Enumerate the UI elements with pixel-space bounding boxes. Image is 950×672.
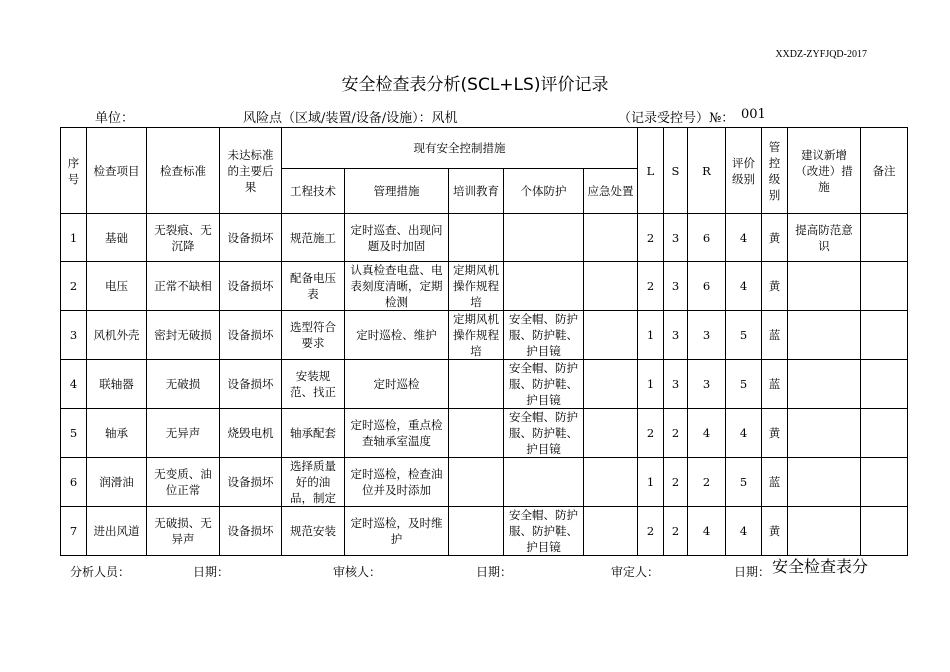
header-seq: 序号	[61, 128, 87, 214]
cell-r: 4	[688, 507, 726, 556]
cell-remark	[861, 409, 908, 458]
cell-seq: 1	[61, 214, 87, 262]
cell-item: 风机外壳	[87, 311, 147, 360]
cell-control: 黄	[762, 409, 788, 458]
cell-item: 基础	[87, 214, 147, 262]
cell-emergency	[584, 214, 638, 262]
cell-suggest	[788, 360, 861, 409]
cell-seq: 3	[61, 311, 87, 360]
cell-control: 蓝	[762, 311, 788, 360]
cell-training	[449, 507, 504, 556]
cell-ppe	[504, 262, 584, 311]
header-remark: 备注	[861, 128, 908, 214]
cell-control: 蓝	[762, 360, 788, 409]
document-code: XXDZ-ZYFJQD-2017	[775, 49, 867, 60]
unit-label: 单位：	[95, 111, 135, 126]
cell-engineering: 选型符合要求	[282, 311, 345, 360]
cell-consequence: 设备损坏	[220, 458, 282, 507]
approver-date-label: 日期：	[734, 565, 771, 579]
cell-consequence: 烧毁电机	[220, 409, 282, 458]
cell-emergency	[584, 360, 638, 409]
cell-l: 1	[638, 360, 664, 409]
cell-item: 联轴器	[87, 360, 147, 409]
cell-standard: 无变质、油位正常	[147, 458, 220, 507]
cell-standard: 密封无破损	[147, 311, 220, 360]
table-row	[61, 360, 908, 409]
cell-management: 认真检查电盘、电表刻度清晰，定期检测	[345, 262, 449, 311]
table-row	[61, 458, 908, 507]
cell-control: 黄	[762, 262, 788, 311]
table-row	[61, 409, 908, 458]
cell-engineering: 选择质量好的油品，制定	[282, 458, 345, 507]
cell-suggest: 提高防范意识	[788, 214, 861, 262]
cell-training	[449, 458, 504, 507]
header-controls-group: 现有安全控制措施	[282, 128, 638, 169]
cell-r: 4	[688, 409, 726, 458]
cell-l: 2	[638, 262, 664, 311]
cell-management: 定时巡检	[345, 360, 449, 409]
cell-level: 5	[726, 458, 762, 507]
reviewer-date-label: 日期：	[476, 565, 513, 579]
cell-level: 4	[726, 214, 762, 262]
header-evaluation-level: 评价级别	[726, 128, 762, 214]
cell-ppe: 安全帽、防护服、防护鞋、护目镜	[504, 409, 584, 458]
cell-seq: 2	[61, 262, 87, 311]
cell-suggest	[788, 458, 861, 507]
cell-standard: 无破损、无异声	[147, 507, 220, 556]
cell-standard: 正常不缺相	[147, 262, 220, 311]
cell-s: 2	[664, 458, 688, 507]
cell-consequence: 设备损坏	[220, 360, 282, 409]
record-number-label: （记录受控号）№：	[618, 111, 735, 126]
cell-r: 3	[688, 311, 726, 360]
header-consequence: 未达标准的主要后果	[220, 128, 282, 214]
header-training: 培训教育	[449, 169, 504, 214]
header-s: S	[664, 128, 688, 214]
cell-r: 6	[688, 262, 726, 311]
cell-r: 3	[688, 360, 726, 409]
cell-l: 2	[638, 409, 664, 458]
cell-consequence: 设备损坏	[220, 214, 282, 262]
cell-remark	[861, 360, 908, 409]
cell-consequence: 设备损坏	[220, 507, 282, 556]
cell-r: 6	[688, 214, 726, 262]
cell-consequence: 设备损坏	[220, 311, 282, 360]
cell-seq: 4	[61, 360, 87, 409]
cell-management: 定时巡查、出现问题及时加固	[345, 214, 449, 262]
document-title: 安全检查表分析(SCL+LS)评价记录	[341, 75, 609, 95]
header-l: L	[638, 128, 664, 214]
cell-emergency	[584, 507, 638, 556]
cell-suggest	[788, 262, 861, 311]
table-row	[61, 262, 908, 311]
table-row	[61, 311, 908, 360]
cell-suggest	[788, 507, 861, 556]
cell-engineering: 轴承配套	[282, 409, 345, 458]
cell-s: 2	[664, 507, 688, 556]
cell-s: 2	[664, 409, 688, 458]
cell-remark	[861, 458, 908, 507]
header-item: 检查项目	[87, 128, 147, 214]
cell-item: 润滑油	[87, 458, 147, 507]
cell-management: 定时巡检、维护	[345, 311, 449, 360]
cell-level: 5	[726, 311, 762, 360]
cell-management: 定时巡检，及时维护	[345, 507, 449, 556]
cell-standard: 无异声	[147, 409, 220, 458]
cell-emergency	[584, 311, 638, 360]
cell-control: 黄	[762, 507, 788, 556]
cell-training	[449, 214, 504, 262]
cell-emergency	[584, 458, 638, 507]
cell-l: 1	[638, 458, 664, 507]
cell-level: 4	[726, 262, 762, 311]
header-standard: 检查标准	[147, 128, 220, 214]
cell-s: 3	[664, 214, 688, 262]
approver-label: 审定人：	[611, 565, 660, 579]
cell-standard: 无破损	[147, 360, 220, 409]
cell-level: 5	[726, 360, 762, 409]
cell-consequence: 设备损坏	[220, 262, 282, 311]
cell-control: 黄	[762, 214, 788, 262]
cell-seq: 6	[61, 458, 87, 507]
cell-l: 2	[638, 214, 664, 262]
cell-ppe: 安全帽、防护服、防护鞋、护目镜	[504, 360, 584, 409]
cell-r: 2	[688, 458, 726, 507]
analyst-label: 分析人员：	[70, 565, 131, 579]
cell-l: 2	[638, 507, 664, 556]
cell-control: 蓝	[762, 458, 788, 507]
cell-training: 定期风机操作规程培	[449, 311, 504, 360]
cell-engineering: 配备电压表	[282, 262, 345, 311]
cell-engineering: 规范安装	[282, 507, 345, 556]
cell-suggest	[788, 409, 861, 458]
table-row	[61, 507, 908, 556]
cell-emergency	[584, 409, 638, 458]
header-engineering: 工程技术	[282, 169, 345, 214]
cell-training	[449, 360, 504, 409]
cell-engineering: 安装规范、找正	[282, 360, 345, 409]
cell-seq: 5	[61, 409, 87, 458]
cell-level: 4	[726, 507, 762, 556]
cell-emergency	[584, 262, 638, 311]
cell-s: 3	[664, 360, 688, 409]
cell-ppe	[504, 458, 584, 507]
cell-s: 3	[664, 262, 688, 311]
cell-s: 3	[664, 311, 688, 360]
cell-item: 电压	[87, 262, 147, 311]
header-management: 管理措施	[345, 169, 449, 214]
cell-standard: 无裂痕、无沉降	[147, 214, 220, 262]
cell-engineering: 规范施工	[282, 214, 345, 262]
header-control-level: 管控级别	[762, 128, 788, 214]
analyst-date-label: 日期：	[193, 565, 230, 579]
cell-training	[449, 409, 504, 458]
cell-management: 定时巡检，检查油位并及时添加	[345, 458, 449, 507]
header-ppe: 个体防护	[504, 169, 584, 214]
cell-ppe: 安全帽、防护服、防护鞋、护目镜	[504, 507, 584, 556]
record-number: 001	[741, 107, 766, 122]
cell-management: 定时巡检，重点检查轴承室温度	[345, 409, 449, 458]
cell-remark	[861, 311, 908, 360]
table-row	[61, 214, 908, 262]
header-emergency: 应急处置	[584, 169, 638, 214]
cell-ppe: 安全帽、防护服、防护鞋、护目镜	[504, 311, 584, 360]
cell-training: 定期风机操作规程培	[449, 262, 504, 311]
header-suggested-measures: 建议新增（改进）措施	[788, 128, 861, 214]
cell-l: 1	[638, 311, 664, 360]
cell-item: 轴承	[87, 409, 147, 458]
cell-level: 4	[726, 409, 762, 458]
risk-point-label: 风险点（区域/装置/设备/设施）：风机	[243, 111, 458, 126]
overflow-title-fragment: 安全检查表分	[772, 557, 869, 576]
cell-seq: 7	[61, 507, 87, 556]
cell-remark	[861, 507, 908, 556]
header-r: R	[688, 128, 726, 214]
cell-remark	[861, 262, 908, 311]
reviewer-label: 审核人：	[333, 565, 382, 579]
cell-ppe	[504, 214, 584, 262]
safety-checklist-table	[60, 127, 908, 556]
cell-remark	[861, 214, 908, 262]
cell-suggest	[788, 311, 861, 360]
cell-item: 进出风道	[87, 507, 147, 556]
